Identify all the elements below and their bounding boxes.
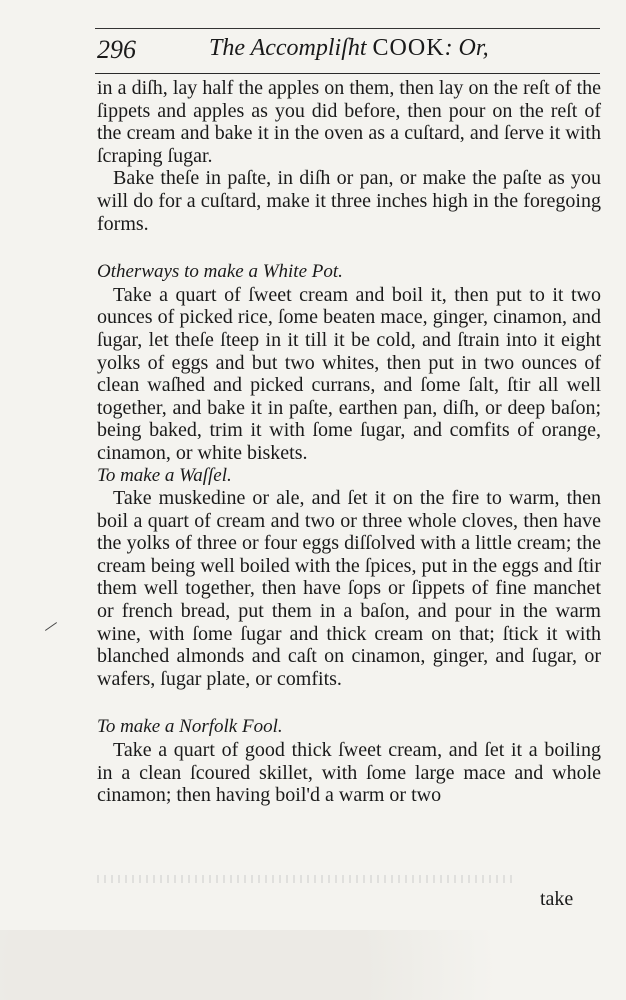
- continuation-paragraph: in a diſh, lay half the apples on them, then lay on the reſt of the ſippets and apples as you did before, then pour on the reſt of the cream and bake it in the oven as a cuſtard, and ſerve it with ſcraping ſugar.: [97, 77, 601, 167]
- ink-smudge: [97, 875, 517, 883]
- recipe-heading: To make a Norfolk Fool.: [97, 716, 283, 738]
- running-title-caps: COOK: [372, 35, 445, 61]
- running-title-tail: : Or,: [444, 35, 489, 61]
- running-title: [209, 35, 489, 62]
- running-title-italic: The Accompliſht: [209, 35, 367, 61]
- margin-mark: [45, 622, 57, 631]
- catchword: take: [540, 888, 574, 910]
- recipe-text: Take a quart of good thick ſweet cream, and ſet it a boiling in a clean ſcoured skillet, with ſome large mace and whole cinamon; then having boil'd a warm or two: [97, 739, 601, 807]
- recipe-text: Take muskedine or ale, and ſet it on the fire to warm, then boil a quart of cream and two or three whole cloves, then have the yolks of three or four eggs diſſolved with a little cream; the cream being well boiled with the ſpices, put in the eggs and ſtir them well together, then have ſops or ſippets of fine manchet or french bread, put them in a baſon, and pour in the warm wine, with ſome ſugar and thick cream on that; ſtick it with blanched almonds and caſt on cinamon, ginger, and ſugar, or wafers, ſugar plate, or comfits.: [97, 487, 601, 690]
- continuation-paragraph: Bake theſe in paſte, in diſh or pan, or make the paſte as you will do for a cuſtard, make it three inches high in the foregoing forms.: [97, 167, 601, 235]
- recipe-heading: To make a Waſſel.: [97, 464, 232, 486]
- recipe-heading: Otherways to make a White Pot.: [97, 261, 343, 283]
- header-rule: [95, 73, 600, 74]
- page-number: 296: [97, 35, 136, 64]
- page-body: [97, 77, 601, 807]
- top-rule: [95, 28, 600, 29]
- running-header: [97, 33, 599, 69]
- paper-texture: [0, 930, 626, 1000]
- recipe-text: Take a quart of ſweet cream and boil it, then put to it two ounces of picked rice, ſome beaten mace, ginger, cinamon, and ſugar, let theſe ſteep in it till it be cold, and ſtrain into it eight yolks of eggs and but two whites, then put in two ounces of clean waſhed and picked currans, and ſome ſalt, ſtir all well together, and bake it in paſte, earthen pan, diſh, or deep baſon; being baked, trim it with ſome ſugar, and comfits of orange, cinamon, or white biskets.: [97, 283, 601, 464]
